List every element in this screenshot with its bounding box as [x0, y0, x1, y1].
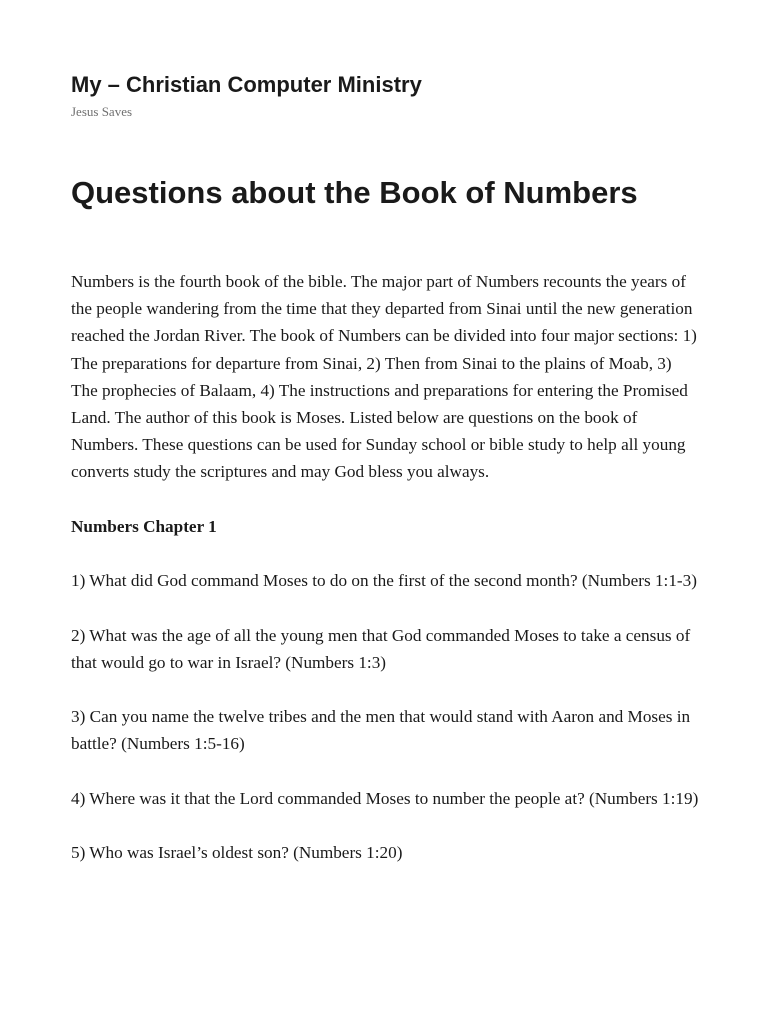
question-item: 1) What did God command Moses to do on the first of the second month? (Numbers 1:1-3) — [71, 571, 697, 591]
article-content — [71, 268, 701, 894]
question-item: 5) Who was Israel’s oldest son? (Numbers 1:20) — [71, 843, 403, 863]
site-title-link[interactable]: My – Christian Computer Ministry — [71, 72, 422, 97]
intro-paragraph: Numbers is the fourth book of the bible. The major part of Numbers recounts the years of the people wandering from the time that they departed from Sinai until the new generation reached the Jordan River. The book of Numbers can be divided into four major sections: 1) The preparations for departure from Sinai, 2) Then from Sinai to the plains of Moab, 3) The prophecies of Balaam, 4) The instructions and preparations for entering the Promised Land. The author of this book is Moses. Listed below are questions on the book of Numbers. These questions can be used for Sunday school or bible study to help all young converts study the scriptures and may God bless you always. — [71, 272, 697, 482]
question-item: 2) What was the age of all the young men that God commanded Moses to take a census of that would go to war in Israel? (Numbers 1:3) — [71, 625, 691, 672]
question-item: 4) Where was it that the Lord commanded Moses to number the people at? (Numbers 1:19) — [71, 788, 699, 808]
site-tagline: Jesus Saves — [71, 104, 133, 119]
article-title: Questions about the Book of Numbers — [71, 175, 638, 210]
question-item: 3) Can you name the twelve tribes and the men that would stand with Aaron and Moses in battle? (Numbers 1:5-16) — [71, 707, 691, 754]
chapter-heading — [71, 513, 701, 540]
chapter-heading-text: Numbers Chapter 1 — [71, 516, 217, 536]
